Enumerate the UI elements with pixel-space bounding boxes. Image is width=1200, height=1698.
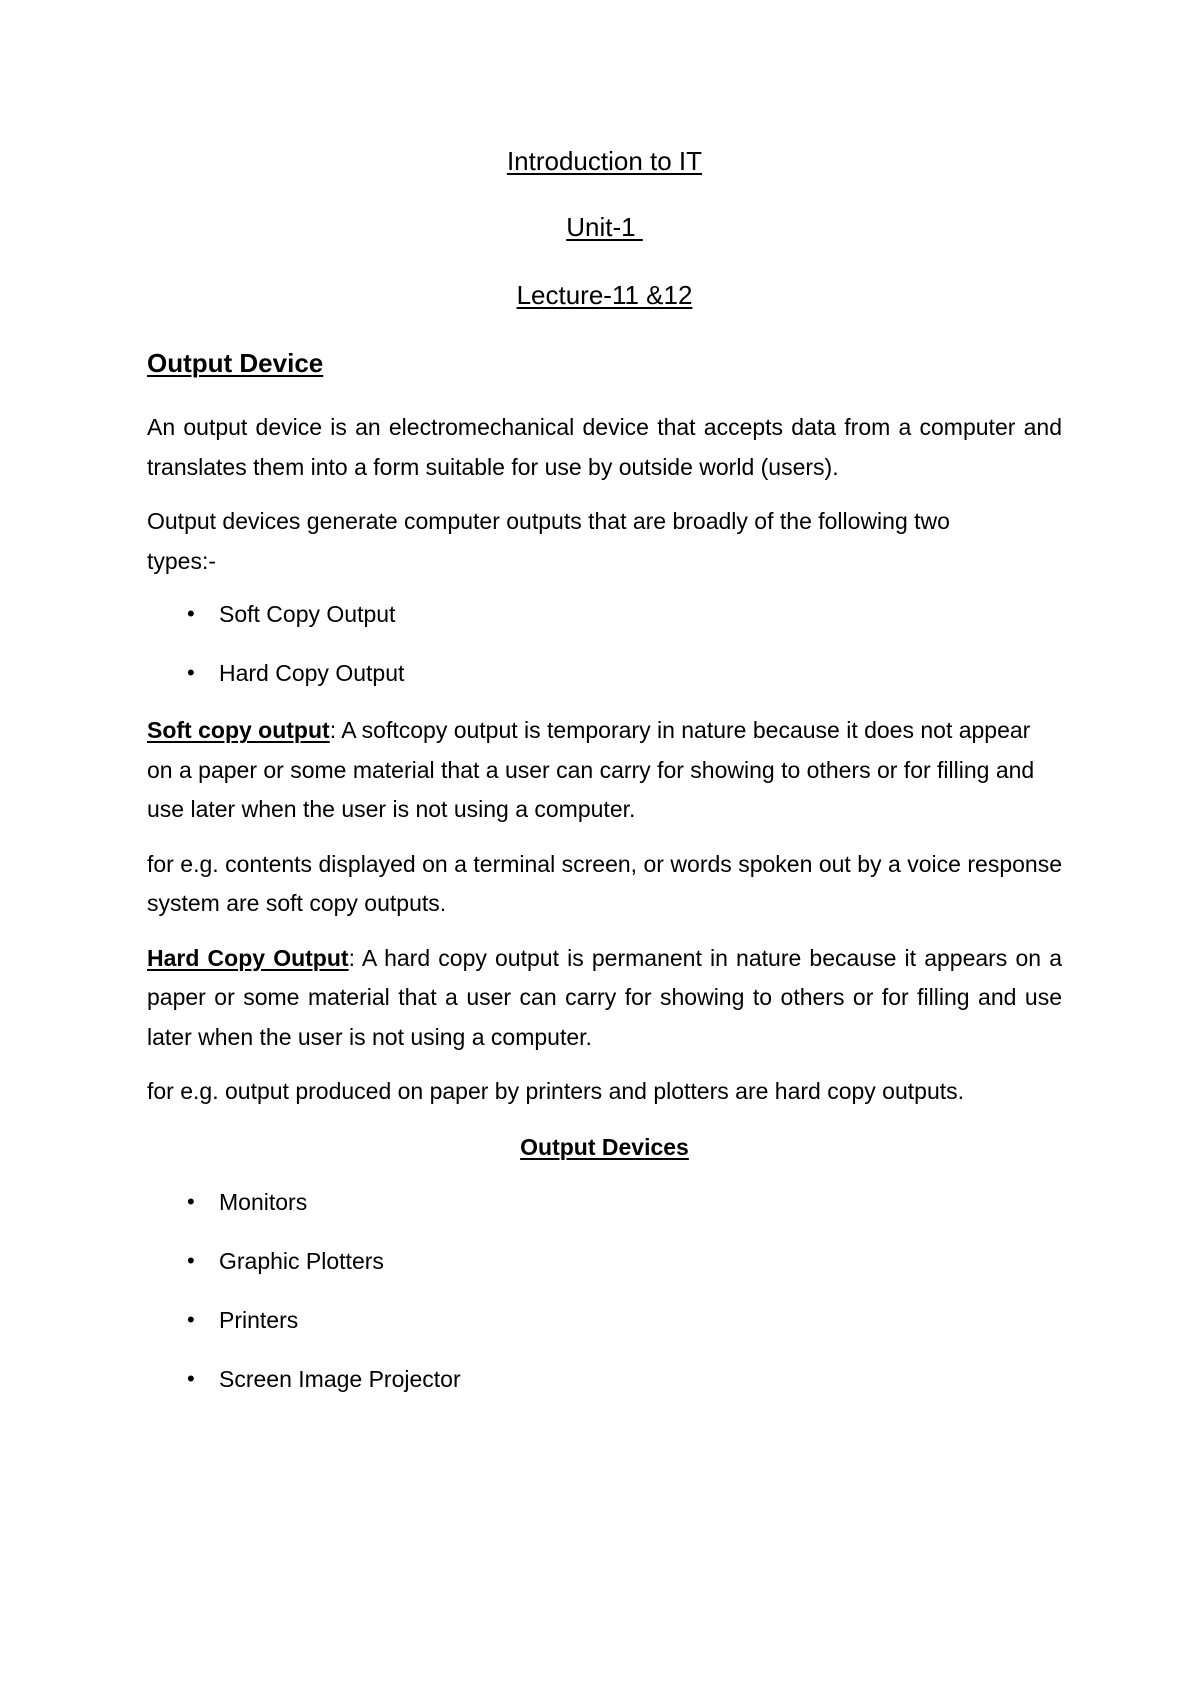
bullet-icon: • (187, 660, 195, 685)
types-intro-paragraph: Output devices generate computer outputs that are broadly of the following two types:- (147, 508, 950, 574)
list-item: • Screen Image Projector (187, 1365, 461, 1392)
lecture-label: Lecture-11 &12 (516, 280, 693, 310)
soft-copy-example: for e.g. contents displayed on a terminal screen, or words spoken out by a voice response system are soft copy outputs. (147, 850, 1062, 916)
bullet-icon: • (187, 1247, 195, 1273)
hard-copy-term: Hard Copy Output (147, 944, 349, 971)
bullet-icon: • (187, 601, 195, 626)
list-item: • Graphic Plotters (187, 1247, 384, 1274)
hard-copy-paragraph (147, 939, 1062, 1058)
devices-list (147, 1188, 1062, 1392)
list-item: • Soft Copy Output (187, 601, 396, 627)
soft-copy-paragraph (147, 711, 1062, 830)
soft-copy-description: : A softcopy output is temporary in nature because it does not appear on a paper or some material that a user can carry for showing to others or for filling and use later when the user is not using a computer. (147, 717, 1035, 822)
hard-copy-example: for e.g. output produced on paper by printers and plotters are hard copy outputs. (147, 1078, 965, 1104)
list-item: • Hard Copy Output (187, 660, 405, 686)
soft-copy-term: Soft copy output (147, 717, 330, 743)
list-item: • Printers (187, 1306, 299, 1333)
document-page (147, 148, 1062, 1391)
bullet-icon: • (187, 1365, 195, 1391)
hard-copy-description: : A hard copy output is permanent in nature because it appears on a paper or some material that a user can carry for showing to others or for filling and use later when the user is not using a computer. (147, 944, 1062, 1050)
list-item: • Monitors (187, 1188, 308, 1215)
devices-heading: Output Devices (520, 1133, 689, 1160)
definition-paragraph: An output device is an electromechanical device that accepts data from a computer and translates them into a form suitable for use by outside world (users). (147, 414, 1062, 480)
unit-label: Unit-1 (566, 212, 643, 242)
document-title: Introduction to IT (506, 146, 703, 176)
bullet-icon: • (187, 1188, 195, 1214)
section-heading: Output Device (147, 348, 324, 378)
output-types-list (147, 603, 1062, 685)
bullet-icon: • (187, 1306, 195, 1332)
